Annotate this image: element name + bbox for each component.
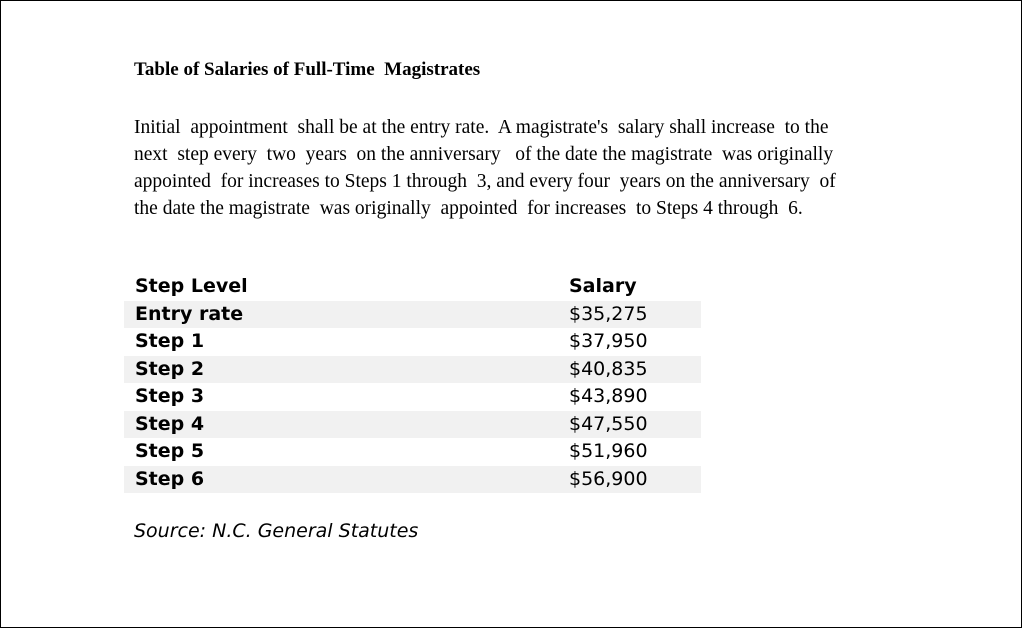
table-row — [124, 466, 701, 494]
step-level-cell: Step 6 — [135, 467, 205, 490]
column-header-salary: Salary — [569, 275, 637, 297]
step-level-cell: Entry rate — [135, 302, 244, 325]
table-row — [124, 328, 701, 356]
table-row — [124, 356, 701, 384]
table-header-row — [124, 273, 701, 301]
step-level-cell: Step 4 — [135, 412, 205, 435]
column-header-step-level: Step Level — [135, 275, 248, 297]
step-level-cell: Step 3 — [135, 385, 205, 407]
table-row — [124, 438, 701, 466]
salary-cell: $40,835 — [569, 357, 648, 380]
salary-cell: $37,950 — [569, 330, 648, 352]
intro-line: Initial appointment shall be at the entry rate. A magistrate's salary shall increase to the — [134, 117, 829, 138]
salary-table — [124, 273, 701, 493]
intro-paragraph — [134, 114, 964, 222]
source-note: Source: N.C. General Statutes — [134, 520, 419, 542]
salary-cell: $56,900 — [569, 467, 648, 490]
table-row — [124, 383, 701, 411]
step-level-cell: Step 5 — [135, 440, 205, 462]
intro-line: appointed for increases to Steps 1 through 3, and every four years on the anniversary of — [134, 171, 836, 192]
step-level-cell: Step 1 — [135, 330, 205, 352]
intro-line: next step every two years on the anniversary of the date the magistrate was originally — [134, 144, 834, 165]
document-title: Table of Salaries of Full-Time Magistrates — [134, 59, 481, 80]
table-row — [124, 411, 701, 439]
salary-cell: $35,275 — [569, 302, 648, 325]
table-row — [124, 301, 701, 329]
step-level-cell: Step 2 — [135, 357, 205, 380]
salary-cell: $51,960 — [569, 440, 648, 462]
salary-cell: $47,550 — [569, 412, 648, 435]
intro-line: the date the magistrate was originally appointed for increases to Steps 4 through 6. — [134, 198, 803, 219]
salary-cell: $43,890 — [569, 385, 648, 407]
